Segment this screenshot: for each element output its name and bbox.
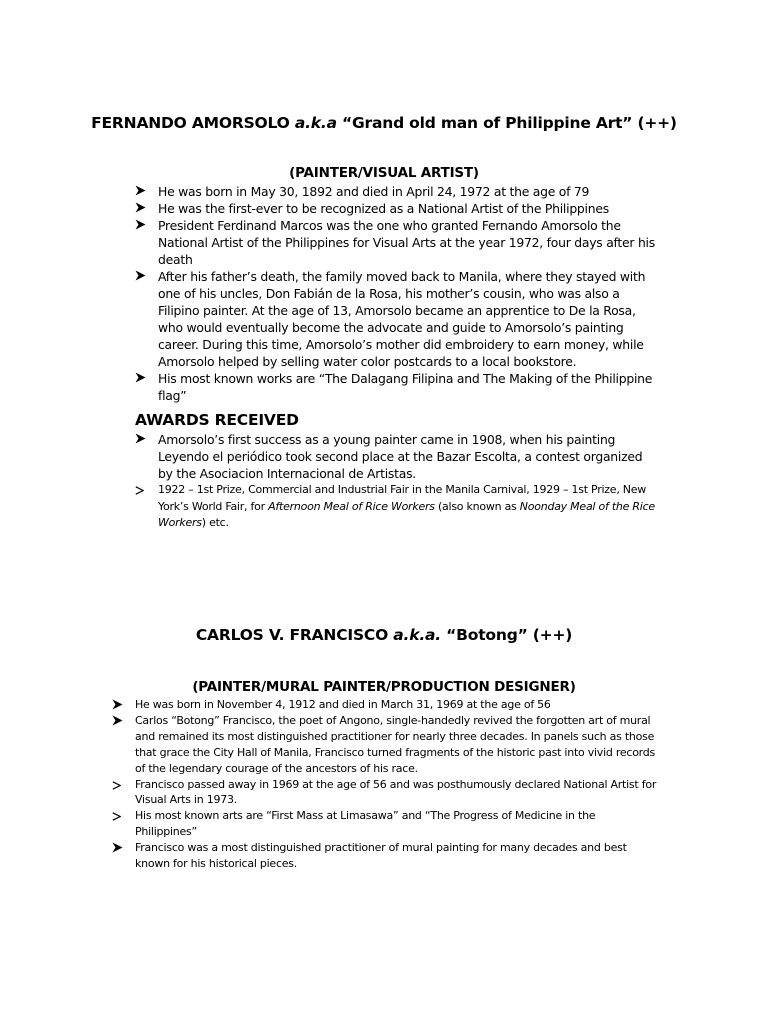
awards-list-1	[135, 431, 660, 482]
arrowhead-bullet-icon	[112, 781, 121, 790]
list-item-text: His most known works are “The Dalagang Filipina and The Making of the Philippine flag”	[158, 371, 653, 403]
amorsolo-bullet-list	[135, 183, 660, 404]
francisco-bullet-list	[112, 697, 657, 872]
list-item-text: His most known arts are “First Mass at Limasawa” and “The Progress of Medicine in the Philippines”	[135, 809, 596, 839]
list-item	[112, 840, 657, 872]
arrowhead-bullet-icon	[135, 219, 146, 230]
artwork-title: Afternoon Meal of Rice Workers	[268, 499, 435, 513]
list-item	[135, 217, 660, 268]
list-item	[135, 268, 660, 370]
list-item	[135, 183, 660, 200]
list-item-text: He was the first-ever to be recognized as a National Artist of the Philippines	[158, 201, 609, 216]
arrowhead-bullet-icon	[135, 185, 146, 196]
francisco-title	[0, 626, 768, 644]
amorsolo-title-rest: “Grand old man of Philippine Art” (++)	[336, 114, 677, 132]
arrowhead-bullet-icon	[135, 270, 146, 281]
francisco-title-aka: a.k.a.	[393, 626, 441, 644]
list-item	[112, 808, 657, 840]
arrowhead-bullet-icon	[135, 372, 146, 383]
francisco-title-name: CARLOS V. FRANCISCO	[195, 626, 394, 644]
amorsolo-title-name: FERNANDO AMORSOLO	[91, 114, 295, 132]
amorsolo-title-aka: a.k.a	[294, 114, 337, 132]
francisco-subtitle: (PAINTER/MURAL PAINTER/PRODUCTION DESIGNER)	[192, 679, 576, 695]
arrowhead-bullet-icon	[135, 202, 146, 213]
list-item-text: After his father’s death, the family moved back to Manila, where they stayed with one of his uncles, Don Fabián de la Rosa, his mother’s cousin, who was also a Filipino painter. At the age of 13, Amorsolo became an apprentice to De la Rosa, who would eventually become the advocate and guide to Amorsolo’s painting career. During this time, Amorsolo’s mother did embroidery to earn money, while Amorsolo helped by selling water color postcards to a local bookstore.	[158, 269, 646, 369]
list-item-text: Francisco passed away in 1969 at the age of 56 and was posthumously declared National Artist for Visual Arts in 1973.	[135, 777, 657, 807]
arrowhead-bullet-icon	[112, 699, 123, 710]
list-item	[112, 697, 657, 713]
list-item	[112, 777, 657, 809]
awards-list-2	[135, 482, 660, 532]
list-item-text: Francisco was a most distinguished practitioner of mural painting for many decades and best known for his historical pieces.	[135, 841, 627, 871]
awards-item2-text: (also known as	[434, 499, 520, 513]
awards-item2-text: ) etc.	[201, 516, 229, 530]
list-item	[135, 200, 660, 217]
arrowhead-bullet-icon	[112, 715, 123, 726]
francisco-title-rest: “Botong” (++)	[440, 626, 573, 644]
arrowhead-bullet-icon	[135, 486, 144, 495]
list-item-text: Carlos “Botong” Francisco, the poet of Angono, single-handedly revived the forgotten art of mural and remained its most distinguished practitioner for nearly three decades. In panels such as those that grace the City Hall of Manila, Francisco turned fragments of the historic past into vivid records of the legendary courage of the ancestors of his race.	[135, 713, 655, 775]
list-item-text: President Ferdinand Marcos was the one who granted Fernando Amorsolo the National Artist of the Philippines for Visual Arts at the year 1972, four days after his death	[158, 218, 655, 267]
list-item-text: Amorsolo’s first success as a young painter came in 1908, when his painting Leyendo el periódico took second place at the Bazar Escolta, a contest organized by the Asociacion Internacional de Artistas.	[158, 432, 643, 481]
list-item	[135, 482, 660, 532]
list-item	[135, 370, 660, 404]
list-item-text: He was born in May 30, 1892 and died in April 24, 1972 at the age of 79	[158, 184, 590, 199]
awards-item2-text: 1922 – 1st Prize, Commercial and Industrial Fair in the Manila Carnival, 1929 – 1st Prize, New York’s World Fair, for	[158, 483, 647, 513]
amorsolo-title	[0, 114, 768, 132]
awards-heading: AWARDS RECEIVED	[135, 411, 299, 429]
list-item	[135, 431, 660, 482]
arrowhead-bullet-icon	[112, 842, 123, 853]
artwork-title: Noonday Meal of the Rice Workers	[158, 499, 655, 530]
list-item-text: He was born in November 4, 1912 and died in March 31, 1969 at the age of 56	[135, 698, 551, 711]
arrowhead-bullet-icon	[135, 433, 146, 444]
amorsolo-subtitle: (PAINTER/VISUAL ARTIST)	[289, 165, 479, 181]
arrowhead-bullet-icon	[112, 812, 121, 821]
list-item	[112, 713, 657, 777]
